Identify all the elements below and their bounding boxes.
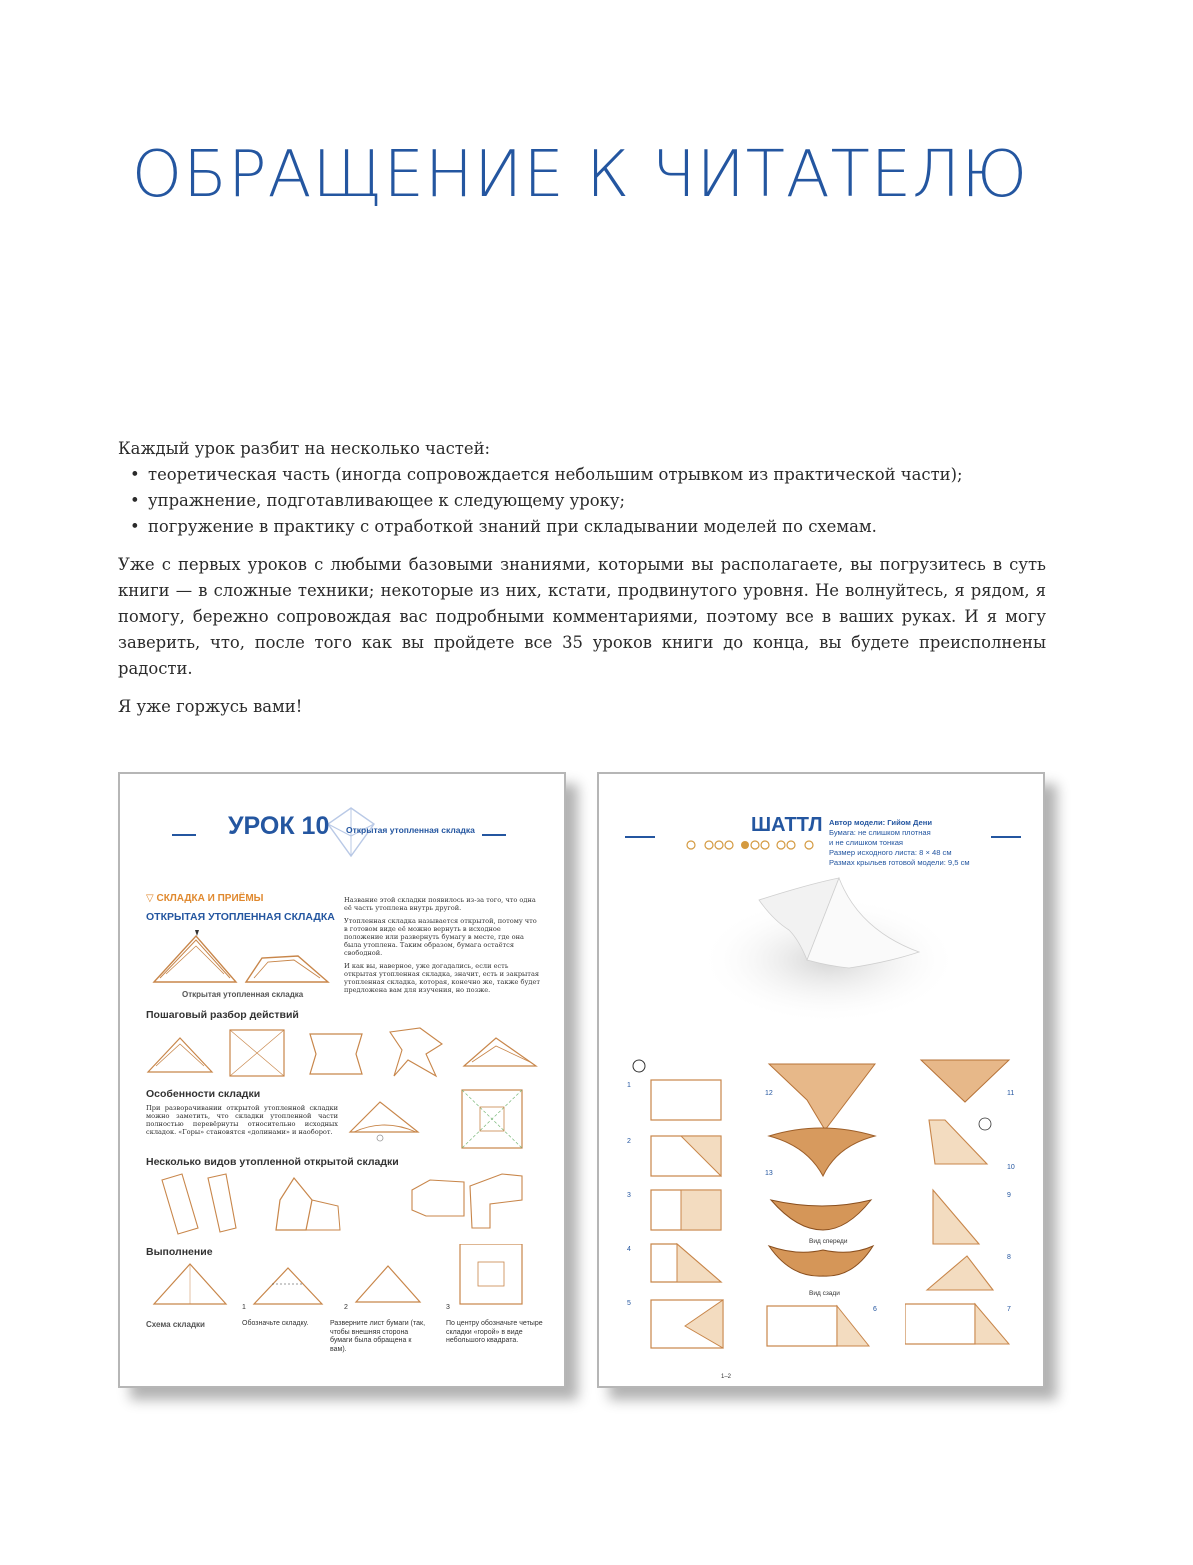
model-author: Автор модели: Гийом Дени [829, 818, 932, 827]
fold-example-figure [150, 928, 338, 988]
header-rule-right [991, 836, 1021, 838]
step-text: По центру обозначьте четыре складки «горой» в виде небольшого квадрата. [446, 1320, 543, 1344]
step-badge: 1 [627, 1082, 631, 1089]
view-back-label: Вид сзади [809, 1290, 840, 1297]
intro-text [118, 436, 1046, 732]
step-badge: 4 [627, 1246, 631, 1253]
shuttle-steps-left [619, 1052, 729, 1372]
step-badge: 9 [1007, 1192, 1011, 1199]
footnote: 1–2 [721, 1374, 732, 1380]
lesson-title: УРОК 10 [228, 812, 330, 840]
step-badge: 3 [627, 1192, 631, 1199]
lesson-page-preview [118, 772, 566, 1388]
section-label: ▽ СКЛАДКА И ПРИЁМЫ [146, 893, 264, 904]
intro-paragraph: Уже с первых уроков с любыми базовыми знаниями, которыми вы располагаете, вы погрузитесь в суть книги — в сложные техники; некоторые из них, кстати, продвинутого уровня. Не волнуйтесь, я рядом, я помогу, бережно сопровождая вас подробными комментариями, поэтому все в ваших руках. И я могу заверить, что, после того как вы пройдете все 35 уроков книги до конца, вы будете преисполнены радости. [118, 555, 1046, 678]
step-badge: 6 [873, 1306, 877, 1313]
header-rule-left [172, 834, 196, 836]
step-badge: 8 [1007, 1254, 1011, 1261]
model-paper: Бумага: не слишком плотная [829, 828, 931, 837]
step-badge: 11 [1007, 1090, 1015, 1097]
header-rule-left [625, 836, 655, 838]
intro-closing: Я уже горжусь вами! [118, 697, 303, 716]
lesson-subtitle: Открытая утопленная складка [346, 825, 475, 835]
features-diagrams [346, 1088, 536, 1150]
page-title: ОБРАЩЕНИЕ К ЧИТАТЕЛЮ [131, 138, 1029, 212]
step-badge: 12 [765, 1090, 773, 1097]
body-paragraph: Название этой складки появилось из-за того, что одна её часть утоплена внутрь другой. [344, 896, 536, 912]
step-badge: 5 [627, 1300, 631, 1307]
features-text: При разворачивании открытой утопленной складки можно заметить, что складки утопленной части полностью перевёрнуты относительно исходных складок. «Горы» становятся «долинами» и наоборот. [146, 1104, 338, 1136]
step-badge: 7 [1007, 1306, 1011, 1313]
figure-caption: Открытая утопленная складка [182, 990, 304, 999]
model-page-preview [597, 772, 1045, 1388]
intro-lead: Каждый урок разбит на несколько частей: [118, 439, 491, 458]
shuttle-steps-right [905, 1058, 1015, 1388]
header-rule-right [482, 834, 506, 836]
model-title: ШАТТЛ [751, 814, 823, 836]
model-paper-2: и не слишком тонкая [829, 838, 904, 847]
kinds-diagrams [150, 1170, 530, 1236]
step-number: 3 [446, 1304, 450, 1311]
step-badge: 2 [627, 1138, 631, 1145]
lesson-body-text [344, 896, 540, 994]
execution-diagrams [150, 1244, 530, 1310]
step-text: Обозначьте складку. [242, 1320, 309, 1327]
intro-bullet-list [118, 462, 1046, 540]
execution-header: Выполнение [146, 1246, 213, 1258]
body-paragraph: И как вы, наверное, уже догадались, если есть открытая утопленная складка, значит, есть и закрытая утопленная складка, которая, конечно же, также будет предложена вам для изучения, но позже. [344, 962, 540, 994]
model-info [829, 818, 970, 868]
shuttle-photo [689, 870, 959, 1030]
list-item: • теоретическая часть (иногда сопровождается небольшим отрывком из практической части); [128, 462, 1046, 488]
step-text: Разверните лист бумаги (так, чтобы внешняя сторона бумаги была обращена к вам). [330, 1320, 426, 1353]
body-paragraph: Утопленная складка называется открытой, потому что в готовом виде её можно вернуть в исходное положение или развернуть бумагу в месте, где она была утоплена. Таким образом, бумага остаётся свободной. [344, 917, 537, 957]
step-number: 1 [242, 1304, 246, 1311]
list-item: • погружение в практику с отработкой знаний при складывании моделей по схемам. [128, 514, 1046, 540]
difficulty-rating [685, 838, 825, 852]
step-badge: 13 [765, 1170, 773, 1177]
kinds-header: Несколько видов утопленной открытой складки [146, 1156, 399, 1168]
model-wingspan: Размах крыльев готовой модели: 9,5 см [829, 858, 970, 867]
shuttle-steps-middle [767, 1060, 877, 1300]
step-badge: 10 [1007, 1164, 1015, 1171]
steps-diagrams [146, 1026, 546, 1082]
shuttle-step-6 [765, 1302, 873, 1352]
section-title: ОТКРЫТАЯ УТОПЛЕННАЯ СКЛАДКА [146, 911, 335, 923]
step-number: 2 [344, 1304, 348, 1311]
list-item: • упражнение, подготавливающее к следующему уроку; [128, 488, 1046, 514]
model-sheet-size: Размер исходного листа: 8 × 48 см [829, 848, 952, 857]
features-header: Особенности складки [146, 1088, 261, 1100]
view-front-label: Вид спереди [809, 1238, 848, 1245]
steps-header: Пошаговый разбор действий [146, 1009, 299, 1021]
scheme-label: Схема складки [146, 1320, 205, 1329]
